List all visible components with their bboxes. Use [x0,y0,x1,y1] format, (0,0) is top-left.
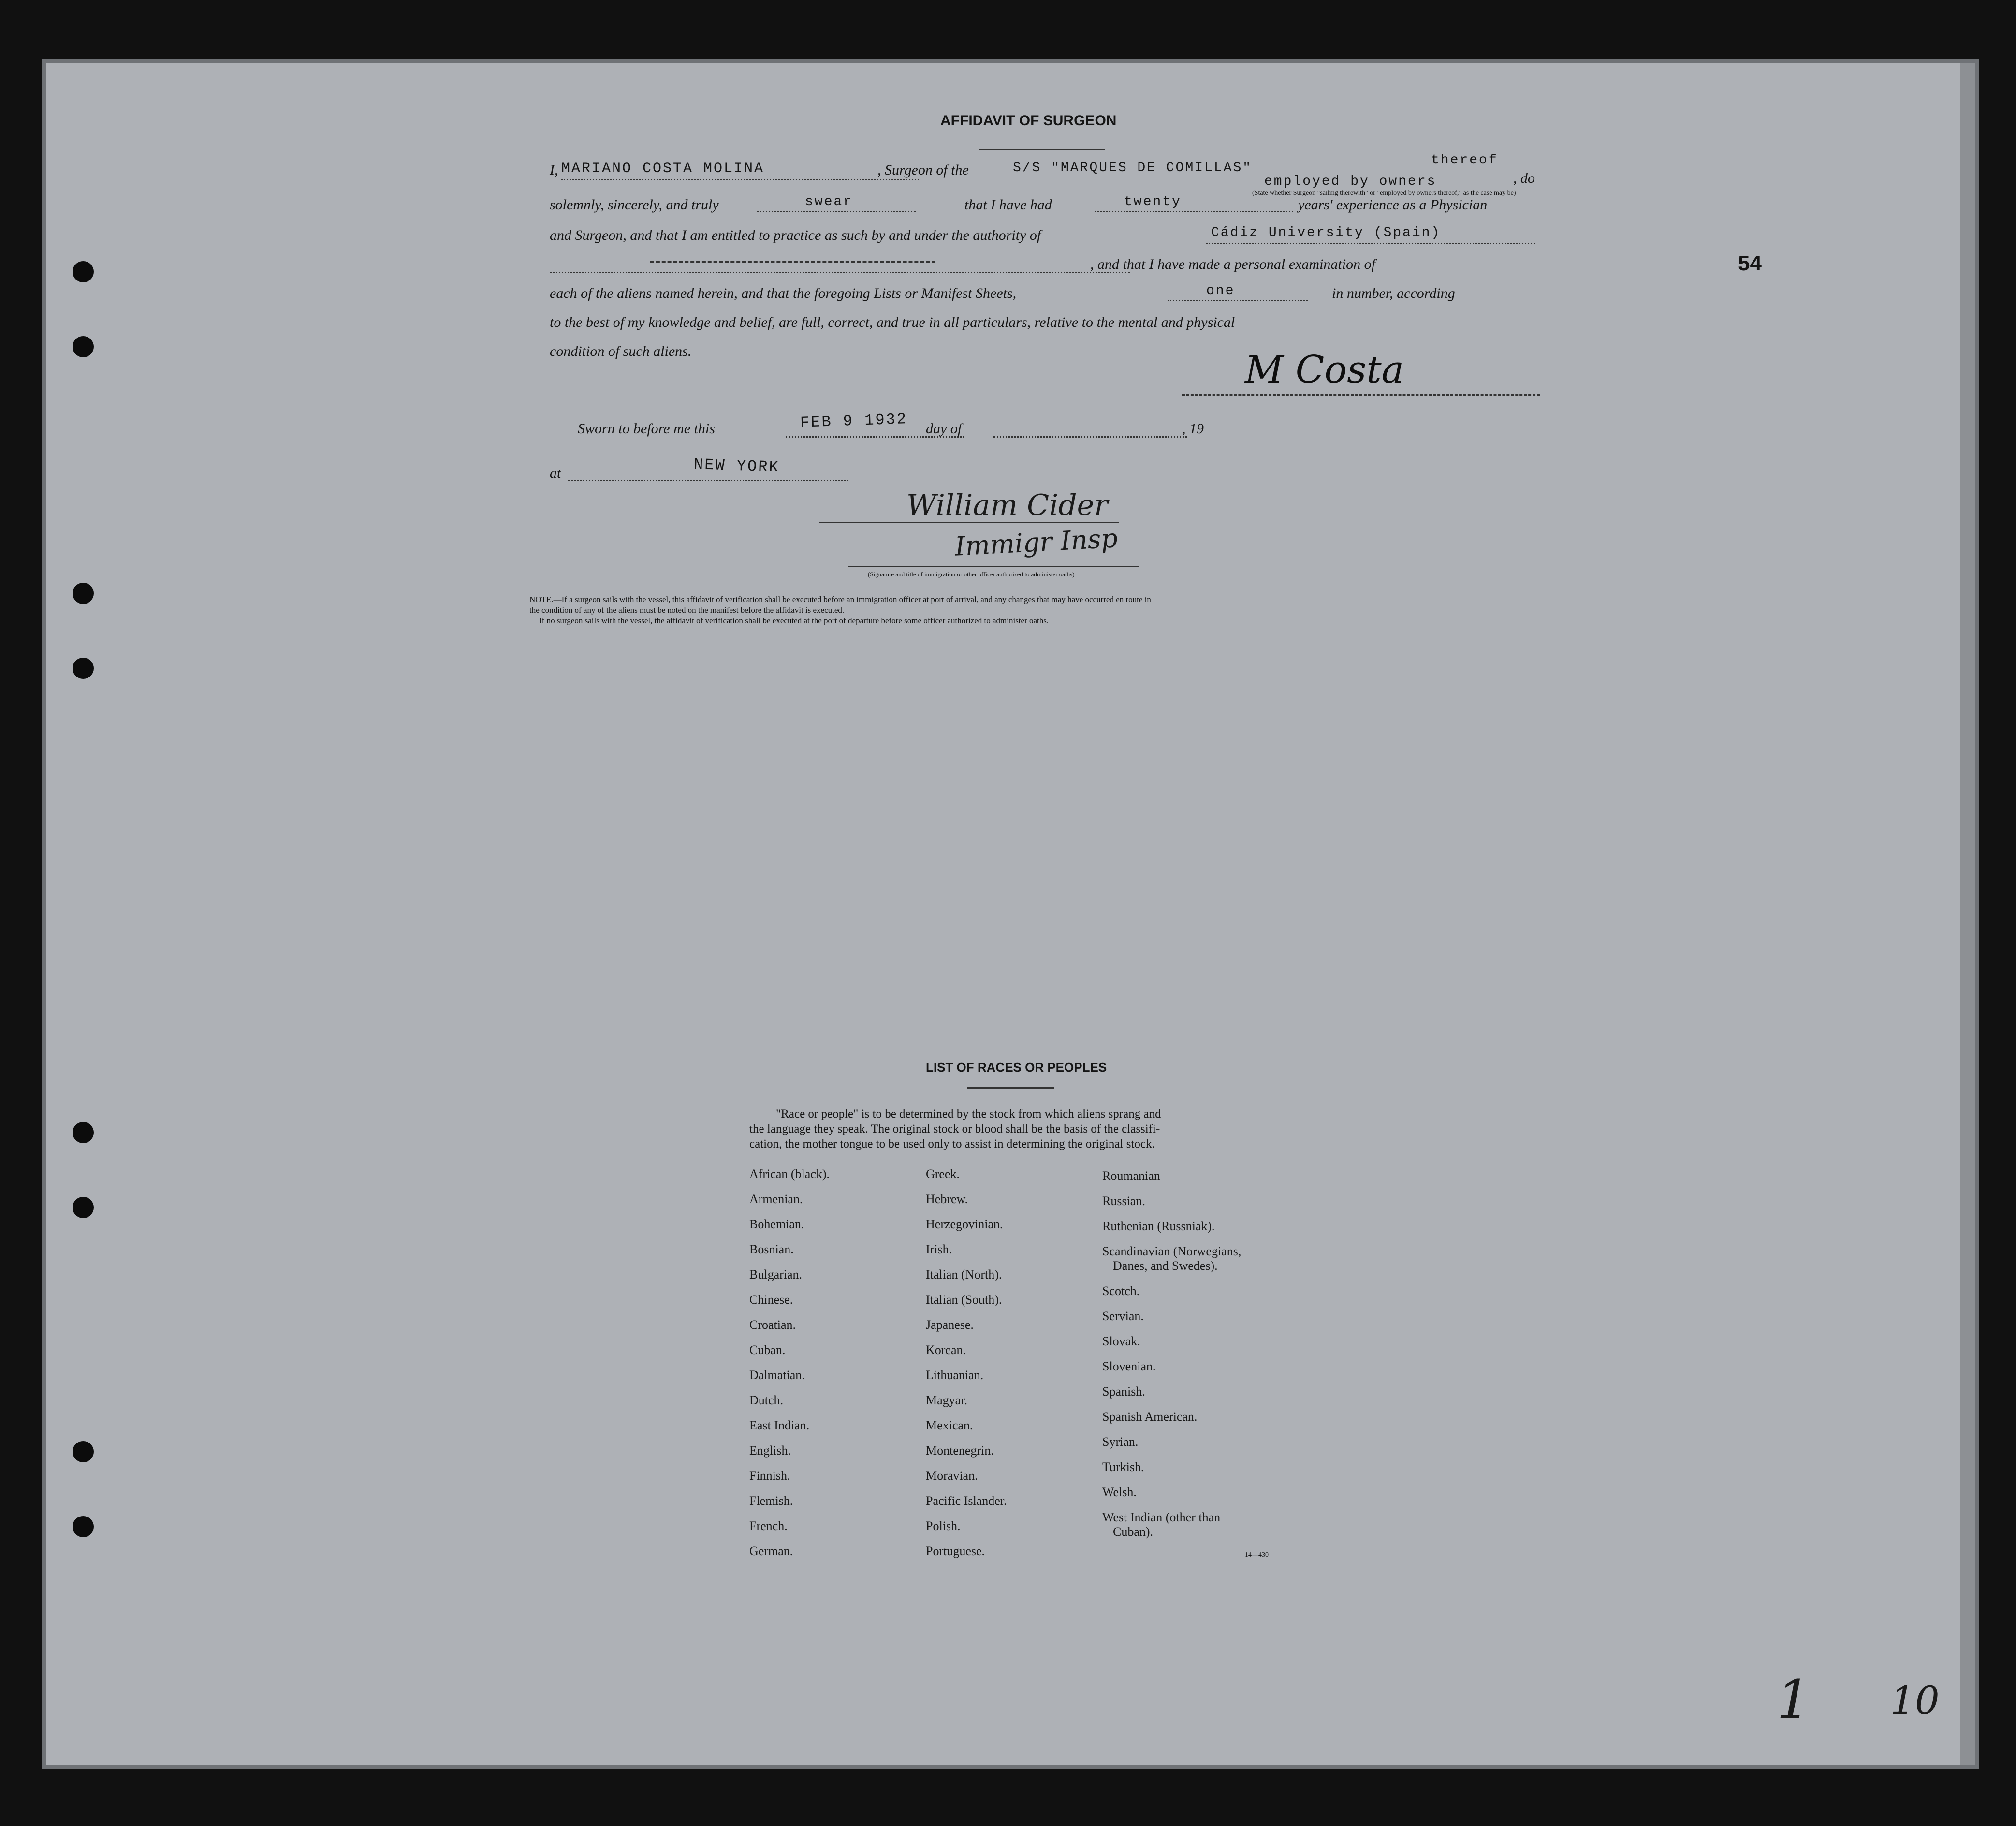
month-rule [993,436,1187,438]
race-item: Slovak. [1102,1334,1140,1348]
race-item: Roumanian [1102,1169,1160,1183]
form-number: 14—430 [1245,1551,1269,1559]
race-item: Scotch. [1102,1284,1140,1298]
sheet-count: one [1206,283,1235,298]
vessel-name: S/S "MARQUES DE COMILLAS" [1013,161,1253,176]
race-item: Herzegovinian. [926,1217,1003,1231]
affidavit-title: AFFIDAVIT OF SURGEON [940,113,1117,129]
races-title: LIST OF RACES OR PEOPLES [926,1060,1107,1075]
officer-signature-rule [819,522,1119,523]
binder-hole [73,1441,94,1462]
officer-title-rule [848,566,1139,567]
date-stamp: FEB 9 1932 [800,410,908,432]
binder-hole [73,1122,94,1143]
race-item: German. [749,1544,793,1558]
strikeout-rule [650,261,935,263]
race-item: Italian (South). [926,1293,1002,1307]
line7: condition of such aliens. [550,343,692,359]
line4-suffix: , and that I have made a personal examination of [1090,256,1375,272]
line5-prefix: each of the aliens named herein, and that the foregoing Lists or Manifest Sheets, [550,285,1017,301]
page-number: 54 [1738,251,1762,275]
sworn-place: NEW YORK [693,455,780,477]
binder-hole [73,336,94,357]
binder-hole [73,1516,94,1537]
race-item: Russian. [1102,1194,1145,1208]
binder-hole [73,658,94,679]
race-item: Magyar. [926,1393,967,1407]
race-item: Flemish. [749,1494,793,1508]
document-sheet [46,63,1975,1765]
race-item: Moravian. [926,1469,978,1483]
race-item: Dalmatian. [749,1368,805,1382]
race-item: Scandinavian (Norwegians, [1102,1244,1242,1258]
races-intro [749,1106,1276,1151]
employment-suffix: thereof [1431,153,1498,168]
race-item: Finnish. [749,1469,790,1483]
race-item: African (black). [749,1167,830,1181]
race-item: Chinese. [749,1293,793,1307]
race-item: Irish. [926,1242,952,1256]
races-column-2 [926,1162,1007,1564]
employment-status: employed by owners [1264,174,1437,189]
binder-hole [73,261,94,282]
race-item: Lithuanian. [926,1368,984,1382]
race-item: Japanese. [926,1318,974,1332]
race-item: Bulgarian. [749,1267,803,1281]
at-label: at [550,465,561,481]
years-experience: twenty [1124,194,1182,209]
line2-middle: that I have had [964,197,1052,213]
note-line-3: If no surgeon sails with the vessel, the affidavit of verification shall be executed at the port of departure before some officer authorized to administer oaths. [539,616,1049,625]
race-item: Servian. [1102,1309,1144,1323]
authority-rule [1206,243,1535,244]
surgeon-name: MARIANO COSTA MOLINA [561,161,765,177]
surgeon-name-rule [561,179,919,180]
officer-signature: William Cider [906,488,1108,522]
race-item: Polish. [926,1519,961,1533]
years-rule [1095,211,1293,212]
employment-note: (State whether Surgeon "sailing therewith" or "employed by owners thereof," as the case may be) [1252,190,1516,197]
race-item: Turkish. [1102,1460,1144,1474]
race-item: Bosnian. [749,1242,794,1256]
race-item: Greek. [926,1167,960,1181]
race-item: East Indian. [749,1418,810,1432]
race-item: Cuban. [749,1343,786,1357]
line3-prefix: and Surgeon, and that I am entitled to practice as such by and under the authority of [550,227,1041,243]
race-item: Hebrew. [926,1192,968,1206]
corner-mark-left: 1 [1777,1668,1811,1730]
sheet-count-rule [1168,300,1308,301]
race-item: Mexican. [926,1418,973,1432]
race-item: Spanish. [1102,1384,1145,1399]
race-item: Dutch. [749,1393,784,1407]
race-item: French. [749,1519,788,1533]
race-item: Spanish American. [1102,1410,1198,1424]
races-intro-line-3: cation, the mother tongue to be used only to assist in determining the original stock. [749,1137,1155,1150]
officer-caption: (Signature and title of immigration or other officer authorized to administer oaths) [868,571,1075,578]
signature-rule [1182,394,1540,396]
line6: to the best of my knowledge and belief, are full, correct, and true in all particulars, relative to the mental and physical [550,314,1235,330]
line5-suffix: in number, according [1332,285,1455,301]
race-item: West Indian (other than [1102,1510,1221,1524]
line1-prefix: I, [550,162,558,178]
race-item: Ruthenian (Russniak). [1102,1219,1215,1233]
authority-continuation-rule [550,272,1130,273]
race-item: Welsh. [1102,1485,1137,1499]
day-of-label: day of [926,421,962,437]
note-line-2: the condition of any of the aliens must be noted on the manifest before the affidavit is executed. [529,605,845,615]
race-item: English. [749,1443,791,1458]
races-column-1 [749,1162,830,1564]
page-edge [1960,63,1975,1765]
place-rule [568,480,848,481]
year-prefix: , 19 [1182,421,1204,437]
race-item: Cuban). [1113,1525,1154,1539]
binder-hole [73,583,94,604]
race-item: Italian (North). [926,1267,1002,1281]
line1-middle: , Surgeon of the [877,162,969,178]
binder-hole [73,1197,94,1218]
race-item: Montenegrin. [926,1443,994,1458]
races-intro-line-1: "Race or people" is to be determined by the stock from which aliens sprang and [776,1107,1161,1120]
surgeon-signature: M Costa [1245,348,1404,392]
race-item: Portuguese. [926,1544,985,1558]
race-item: Slovenian. [1102,1359,1156,1373]
oath-rule [757,211,916,212]
race-item: Korean. [926,1343,966,1357]
race-item: Pacific Islander. [926,1494,1007,1508]
races-column-3 [1102,1163,1241,1545]
race-item: Danes, and Swedes). [1113,1259,1218,1273]
title-underline [979,149,1105,150]
line1-end: , do [1513,170,1535,186]
race-item: Bohemian. [749,1217,804,1231]
officer-title: Immigr Insp [954,523,1119,562]
sworn-prefix: Sworn to before me this [578,421,715,437]
race-item: Croatian. [749,1318,796,1332]
oath-word: swear [805,194,853,209]
note-line-1: NOTE.—If a surgeon sails with the vessel, this affidavit of verification shall be executed before an immigration officer at port of arrival, and any changes that may have occurred en route in [529,595,1151,604]
corner-mark-right: 10 [1890,1678,1940,1723]
line2-suffix: years' experience as a Physician [1298,197,1488,213]
race-item: Syrian. [1102,1435,1139,1449]
line2-prefix: solemnly, sincerely, and truly [550,197,719,213]
races-intro-line-2: the language they speak. The original stock or blood shall be the basis of the classifi- [749,1122,1160,1135]
authority: Cádiz University (Spain) [1211,225,1441,240]
race-item: Armenian. [749,1192,803,1206]
races-title-underline [967,1087,1054,1089]
